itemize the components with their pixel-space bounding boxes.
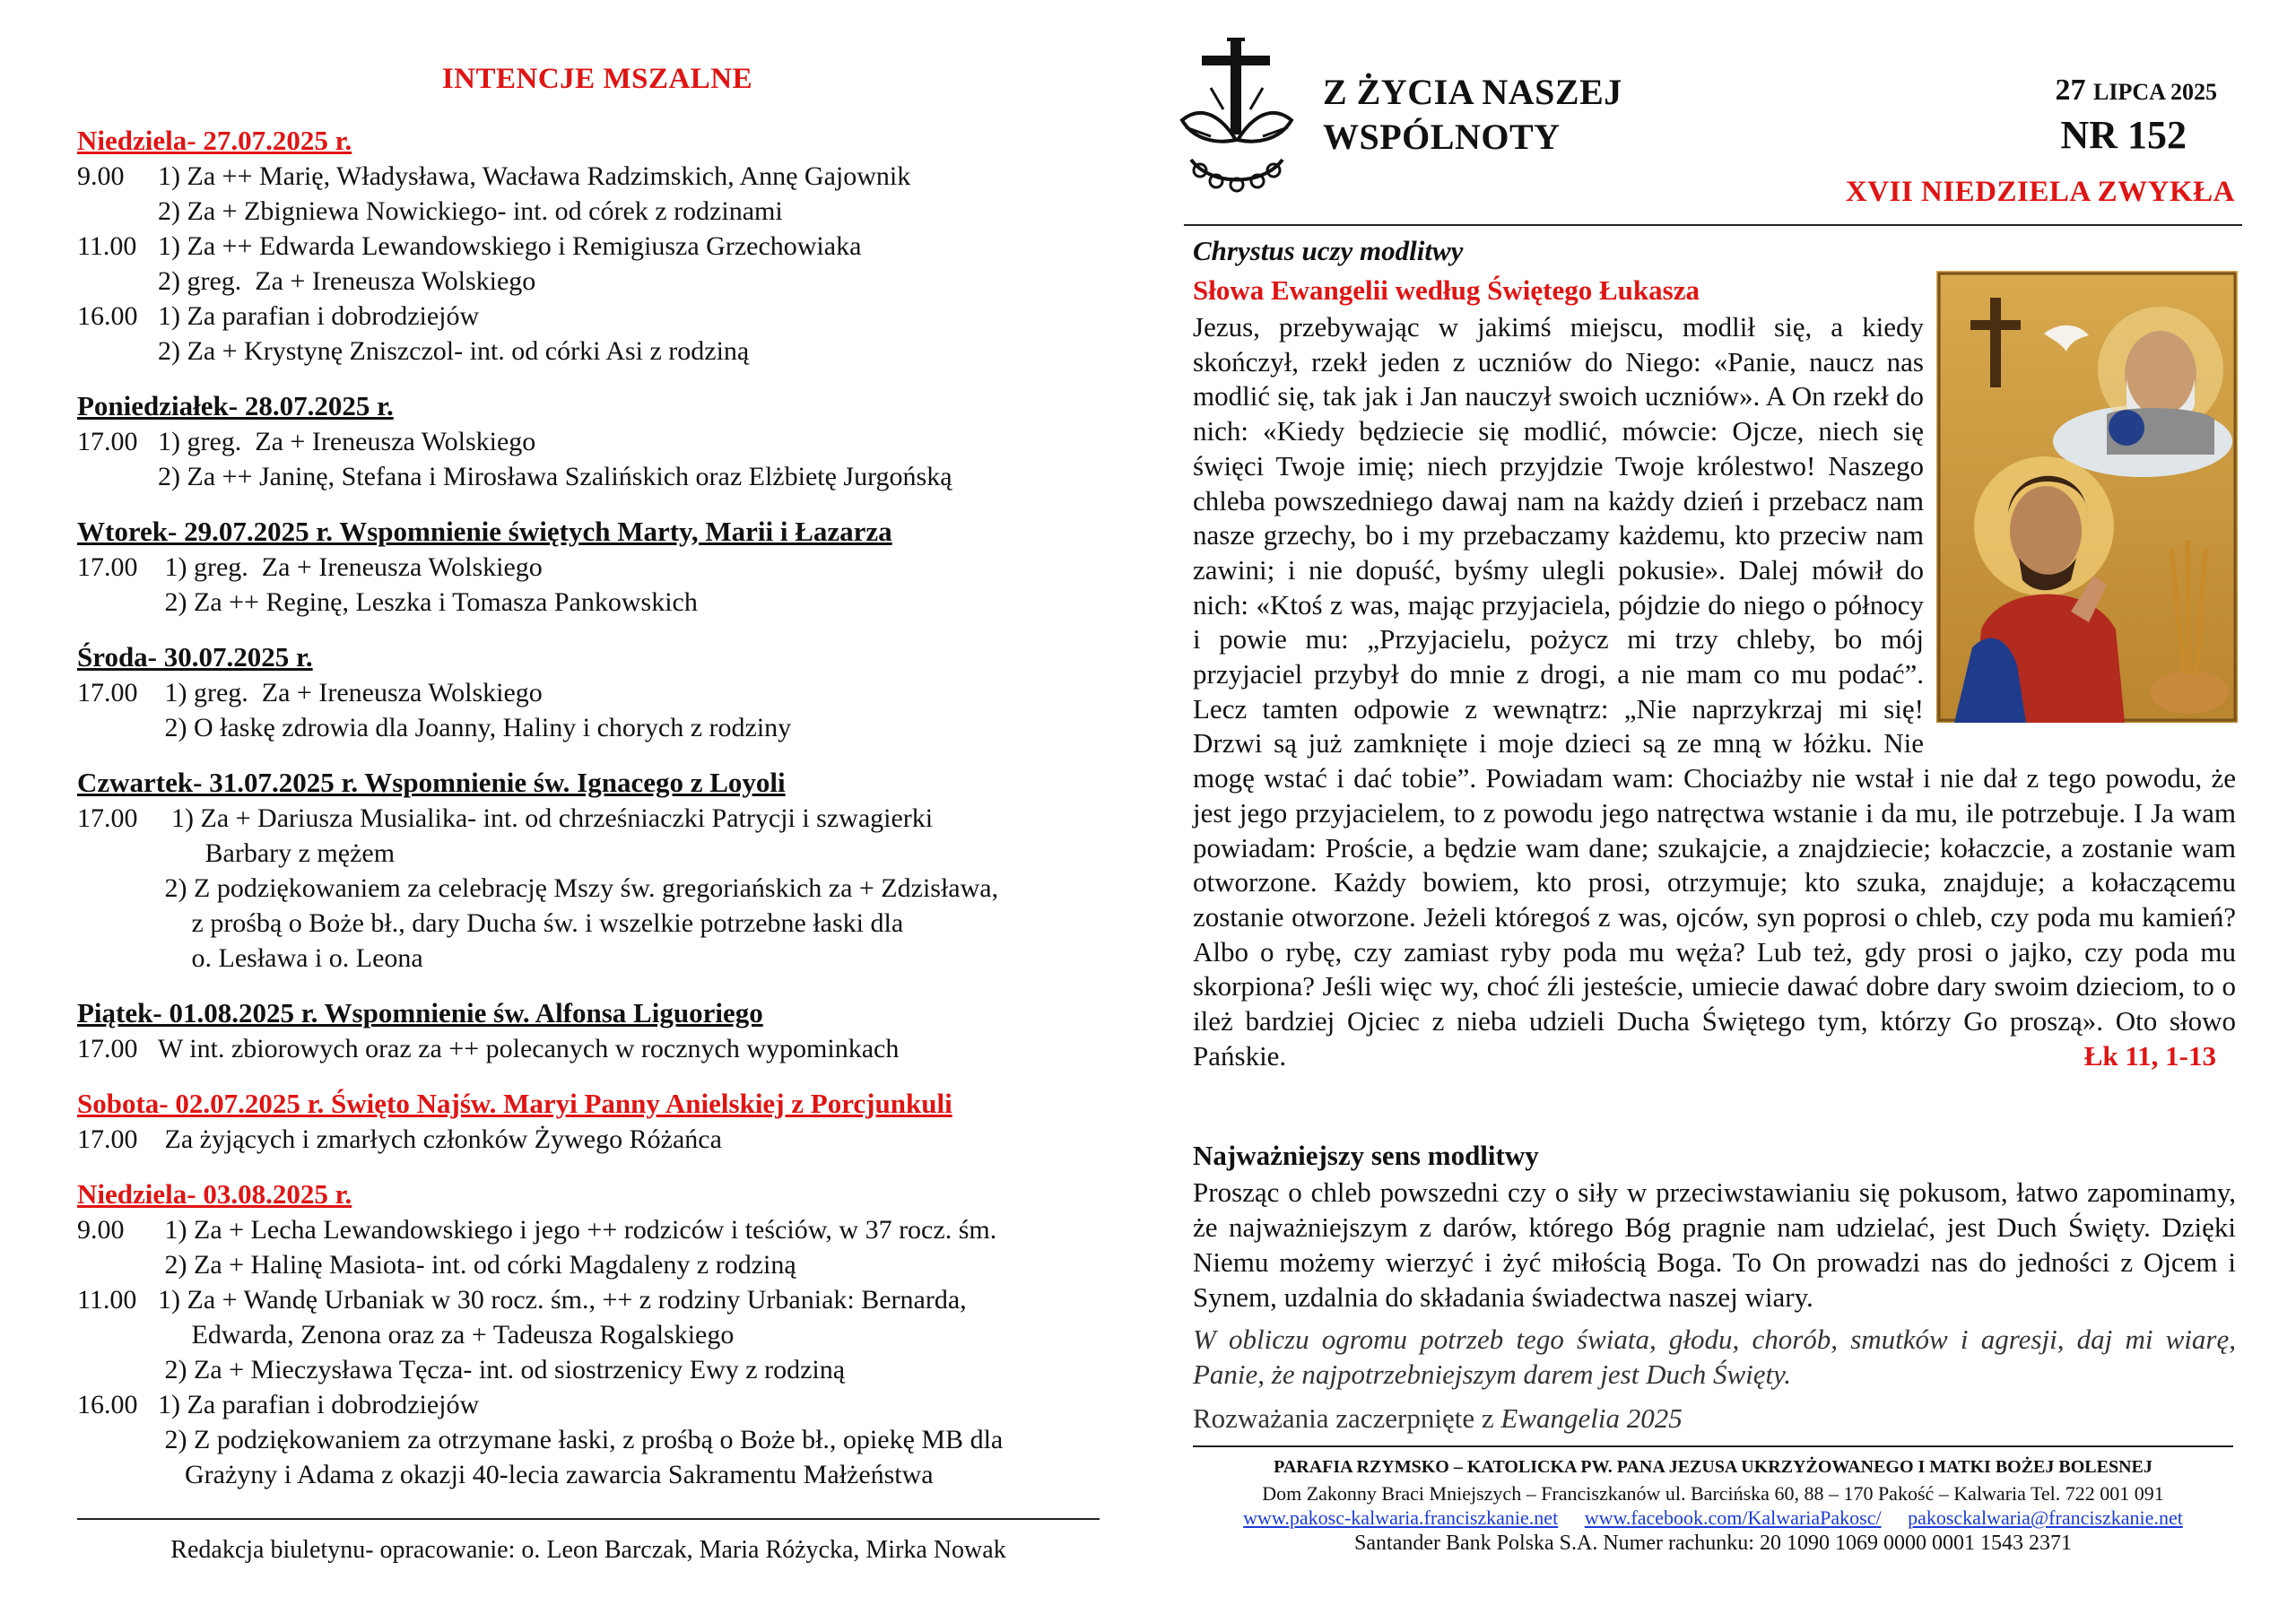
intention-text: 1) Za + Lecha Lewandowskiego i jego ++ rodziców i teściów, w 37 rocz. śm. bbox=[158, 1215, 997, 1245]
intention-line bbox=[77, 1247, 1118, 1282]
reflection-prayer: W obliczu ogromu potrzeb tego świata, głodu, chorób, smutków i agresji, daj mi wiarę, Panie, że najpotrzebniejszym darem jest Duch Święty. bbox=[1193, 1324, 2236, 1390]
editors-credit: Redakcja biuletynu- opracowanie: o. Leon Barczak, Maria Różycka, Mirka Nowak bbox=[170, 1536, 1006, 1564]
intention-day-heading: Wtorek- 29.07.2025 r. Wspomnienie świętych Marty, Marii i Łazarza bbox=[77, 516, 892, 547]
intention-text: 2) Z podziękowaniem za celebrację Mszy św. gregoriańskich za + Zdzisława, bbox=[158, 873, 999, 903]
intention-day bbox=[77, 514, 1118, 620]
intention-day bbox=[77, 995, 1118, 1066]
intention-line bbox=[77, 194, 1118, 229]
intention-line bbox=[77, 1212, 1118, 1247]
intention-text: 2) O łaskę zdrowia dla Joanny, Haliny i chorych z rodziny bbox=[158, 713, 792, 742]
intention-line bbox=[77, 675, 1118, 710]
intention-line bbox=[77, 836, 1118, 871]
intention-line bbox=[77, 424, 1118, 459]
intention-text: 2) Za ++ Reginę, Leszka i Tomasza Pankowskich bbox=[158, 587, 698, 617]
intention-text: 2) Za + Zbigniewa Nowickiego- int. od córek z rodzinami bbox=[158, 196, 783, 226]
intention-text: 2) greg. Za + Ireneusza Wolskiego bbox=[158, 266, 536, 296]
intention-text: Za żyjących i zmarłych członków Żywego Różańca bbox=[158, 1124, 722, 1154]
website-link[interactable]: www.pakosc-kalwaria.franciszkanie.net bbox=[1243, 1506, 1559, 1529]
intention-day bbox=[77, 765, 1118, 976]
intention-line bbox=[77, 229, 1118, 264]
intention-line bbox=[77, 264, 1118, 299]
parish-name: PARAFIA RZYMSKO – KATOLICKA PW. PANA JEZUSA UKRZYŻOWANEGO I MATKI BOŻEJ BOLESNEJ bbox=[1274, 1457, 2152, 1477]
bulletin-title bbox=[1323, 70, 1622, 160]
intention-line bbox=[77, 1122, 1118, 1157]
intention-text: 2) Za + Krystynę Zniszczol- int. od córki Asi z rodziną bbox=[158, 336, 750, 366]
intentions-title: INTENCJE MSZALNE bbox=[441, 63, 753, 95]
intention-text: o. Lesława i o. Leona bbox=[158, 943, 423, 973]
intention-line bbox=[77, 1457, 1118, 1492]
intention-time: 16.00 bbox=[77, 301, 138, 331]
parish-address: Dom Zakonny Braci Mniejszych – Franciszkanów ul. Barcińska 60, 88 – 170 Pakość – Kalwaria Tel. 722 001 091 bbox=[1262, 1482, 2164, 1505]
intention-line bbox=[77, 1317, 1118, 1352]
intention-time: 16.00 bbox=[77, 1390, 138, 1419]
intentions-section bbox=[77, 63, 1118, 1512]
intention-time: 17.00 bbox=[77, 427, 138, 456]
intention-line bbox=[77, 906, 1118, 941]
liturgical-sunday: XVII NIEDZIELA ZWYKŁA bbox=[1845, 176, 2235, 208]
intention-time: 17.00 bbox=[77, 803, 138, 833]
intention-time: 9.00 bbox=[77, 1215, 125, 1245]
gospel-heading: Słowa Ewangelii według Świętego Łukasza bbox=[1193, 274, 1700, 306]
gospel-reference: Łk 11, 1-13 bbox=[2083, 1039, 2216, 1072]
left-divider bbox=[77, 1518, 1100, 1520]
bulletin-title-line1: Z ŻYCIA NASZEJ bbox=[1323, 72, 1622, 112]
intention-text: Edwarda, Zenona oraz za + Tadeusza Rogalskiego bbox=[158, 1320, 735, 1350]
header-divider bbox=[1184, 224, 2242, 226]
intentions-days bbox=[77, 123, 1118, 1492]
intention-text: 2) Za ++ Janinę, Stefana i Mirosława Szalińskich oraz Elżbietę Jurgońską bbox=[158, 462, 952, 491]
bank-account: Santander Bank Polska S.A. Numer rachunku: 20 1090 1069 0000 0001 1543 2371 bbox=[1354, 1532, 2072, 1555]
intention-text: z prośbą o Boże bł., dary Ducha św. i wszelkie potrzebne łaski dla bbox=[158, 908, 904, 938]
intention-text: W int. zbiorowych oraz za ++ polecanych w rocznych wypominkach bbox=[158, 1034, 900, 1063]
intention-line bbox=[77, 1422, 1118, 1457]
intention-line bbox=[77, 1282, 1118, 1317]
intention-line bbox=[77, 334, 1118, 369]
intention-day-heading: Sobota- 02.07.2025 r. Święto Najśw. Maryi Panny Anielskiej z Porcjunkuli bbox=[77, 1088, 952, 1119]
email-link[interactable]: pakosckalwaria@franciszkanie.net bbox=[1908, 1506, 2183, 1529]
intention-time: 17.00 bbox=[77, 1034, 138, 1063]
intention-text: 1) Za + Wandę Urbaniak w 30 rocz. śm., ++ z rodziny Urbaniak: Bernarda, bbox=[158, 1285, 967, 1315]
parish-links bbox=[1193, 1506, 2233, 1530]
intention-text: 1) greg. Za + Ireneusza Wolskiego bbox=[158, 552, 543, 582]
intention-time: 17.00 bbox=[77, 552, 138, 582]
intention-line bbox=[77, 585, 1118, 620]
reflection-source bbox=[1193, 1401, 2236, 1436]
intention-day-heading: Niedziela- 27.07.2025 r. bbox=[77, 125, 352, 156]
intention-text: 1) greg. Za + Ireneusza Wolskiego bbox=[158, 678, 543, 707]
intention-line bbox=[77, 159, 1118, 194]
intention-text: 2) Za + Mieczysława Tęcza- int. od siostrzenicy Ewy z rodziną bbox=[158, 1355, 846, 1384]
intention-day-heading: Piątek- 01.08.2025 r. Wspomnienie św. Alfonsa Liguoriego bbox=[77, 997, 763, 1028]
footer-divider bbox=[1193, 1445, 2233, 1447]
intention-line bbox=[77, 1352, 1118, 1387]
intention-line bbox=[77, 871, 1118, 906]
bulletin-title-line2: WSPÓLNOTY bbox=[1323, 117, 1561, 157]
intention-time: 11.00 bbox=[77, 1285, 137, 1315]
intention-text: 2) Z podziękowaniem za otrzymane łaski, z prośbą o Boże bł., opiekę MB dla bbox=[158, 1425, 1004, 1454]
intention-text: 1) Za parafian i dobrodziejów bbox=[158, 301, 480, 331]
intention-text: 2) Za + Halinę Masiota- int. od córki Magdaleny z rodziną bbox=[158, 1250, 796, 1280]
intention-line bbox=[77, 710, 1118, 745]
intention-day bbox=[77, 388, 1118, 494]
reflection-section bbox=[1193, 1137, 2236, 1436]
reflection-source-title: Ewangelia 2025 bbox=[1500, 1402, 1683, 1434]
intention-day bbox=[77, 1086, 1118, 1157]
issue-month-year: LIPCA 2025 bbox=[2093, 79, 2217, 105]
intention-time: 9.00 bbox=[77, 161, 125, 191]
intention-line bbox=[77, 299, 1118, 334]
intention-time: 17.00 bbox=[77, 678, 138, 707]
franciscan-cross-emblem-icon bbox=[1175, 34, 1299, 200]
intention-text: 1) Za ++ Edwarda Lewandowskiego i Remigiusza Grzechowiaka bbox=[158, 231, 862, 261]
intention-text: 1) Za ++ Marię, Władysława, Wacława Radzimskich, Annę Gajownik bbox=[158, 161, 911, 191]
intention-text: 1) Za + Dariusza Musialika- int. od chrześniaczki Patrycji i szwagierki bbox=[158, 803, 934, 833]
issue-number: NR 152 bbox=[2060, 113, 2187, 157]
intention-day-heading: Środa- 30.07.2025 r. bbox=[77, 641, 313, 673]
issue-day: 27 bbox=[2055, 74, 2086, 107]
intention-day bbox=[77, 639, 1118, 745]
intention-time: 17.00 bbox=[77, 1124, 138, 1154]
gospel-subtitle: Chrystus uczy modlitwy bbox=[1193, 235, 1464, 266]
intention-line bbox=[77, 941, 1118, 976]
intention-text: Grażyny i Adama z okazji 40-lecia zawarcia Sakramentu Małżeństwa bbox=[158, 1460, 934, 1489]
intention-day bbox=[77, 123, 1118, 369]
intention-line bbox=[77, 550, 1118, 585]
intention-day-heading: Czwartek- 31.07.2025 r. Wspomnienie św. Ignacego z Loyoli bbox=[77, 767, 786, 798]
facebook-link[interactable]: www.facebook.com/KalwariaPakosc/ bbox=[1584, 1506, 1882, 1529]
issue-date bbox=[2056, 74, 2217, 108]
intention-day-heading: Niedziela- 03.08.2025 r. bbox=[77, 1178, 352, 1210]
intention-line bbox=[77, 459, 1118, 494]
intention-time: 11.00 bbox=[77, 231, 137, 261]
reflection-text: Prosząc o chleb powszedni czy o siły w przeciwstawianiu się pokusom, łatwo zapominamy, że najważniejszym z darów, którego Bóg pragnie nam udzielać, jest Duch Święty. Dzięki Niemu możemy wierzyć i żyć miłością Boga. To On prowadzi nas do jedności z Ojcem i Synem, uzdalnia do składania świadectwa naszej wiary. bbox=[1193, 1176, 2236, 1313]
gospel-text: Jezus, przebywając w jakimś miejscu, modlił się, a kiedy skończył, rzekł jeden z uczniów do Niego: «Panie, naucz nas modlić się, tak jak i Jan nauczył swoich uczniów». A On rzekł do nich: «Kiedy będziecie się modlić, mówcie: Ojcze, niech się święci Twoje imię; niech przyjdzie Twoje królestwo! Naszego chleba powszedniego dawaj nam na każdy dzień i przebacz nam nasze grzechy, bo i my przebaczamy każdemu, kto przeciw nam zawini; i nie dopuść, byśmy ulegli pokusie». Dalej mówił do nich: «Ktoś z was, mając przyjaciela, pójdzie do niego o północy i powie mu: „Przyjacielu, pożycz mi trzy chleby, bo mój przyjaciel przybył do mnie z drogi, a nie mam co mu podać”. Lecz tamten odpowie z wewnątrz: „Nie naprzykrzaj mi się! Drzwi są już zamknięte i moje dzieci są ze mną w łóżku. Nie mogę wstać i dać tobie”. Powiadam wam: Chociażby nie wstał i nie dał z tego powodu, że jest jego przyjacielem, to z powodu jego natręctwa wstanie i da mu, ile potrzebuje. I Ja wam powiadam: Proście, a będzie wam dane; szukajcie, a znajdziecie; kołaczcie, a zostanie wam otworzone. Każdy bowiem, kto prosi, otrzymuje; kto szuka, znajduje; a kołaczącemu zostanie otworzone. Jeżeli któregoś z was, ojców, syn poprosi o chleb, czy poda mu kamień? Albo o rybę, czy zamiast ryby poda mu węża? Lub też, gdy prosi o jajko, czy poda mu skorpiona? Jeśli więc wy, choć źli jesteście, umiecie dawać dobre dary swoim dzieciom, to o ileż bardziej Ojciec z nieba udzieli Ducha Świętego tym, którzy Go proszą». Oto słowo Pańskie. bbox=[1193, 311, 2236, 1072]
jesus-praying-icon-painting bbox=[1936, 271, 2238, 723]
intention-line bbox=[77, 1387, 1118, 1422]
reflection-source-prefix: Rozważania zaczerpnięte z bbox=[1193, 1402, 1501, 1434]
gospel-section bbox=[1193, 231, 2236, 1073]
reflection-heading: Najważniejszy sens modlitwy bbox=[1193, 1140, 1539, 1171]
intention-text: 1) greg. Za + Ireneusza Wolskiego bbox=[158, 427, 536, 456]
intention-line bbox=[77, 1031, 1118, 1066]
intention-text: 1) Za parafian i dobrodziejów bbox=[158, 1390, 480, 1419]
intention-day-heading: Poniedziałek- 28.07.2025 r. bbox=[77, 390, 394, 421]
intention-line bbox=[77, 801, 1118, 836]
intention-day bbox=[77, 1176, 1118, 1492]
intention-text: Barbary z mężem bbox=[158, 838, 396, 868]
parish-footer bbox=[1193, 1453, 2233, 1557]
